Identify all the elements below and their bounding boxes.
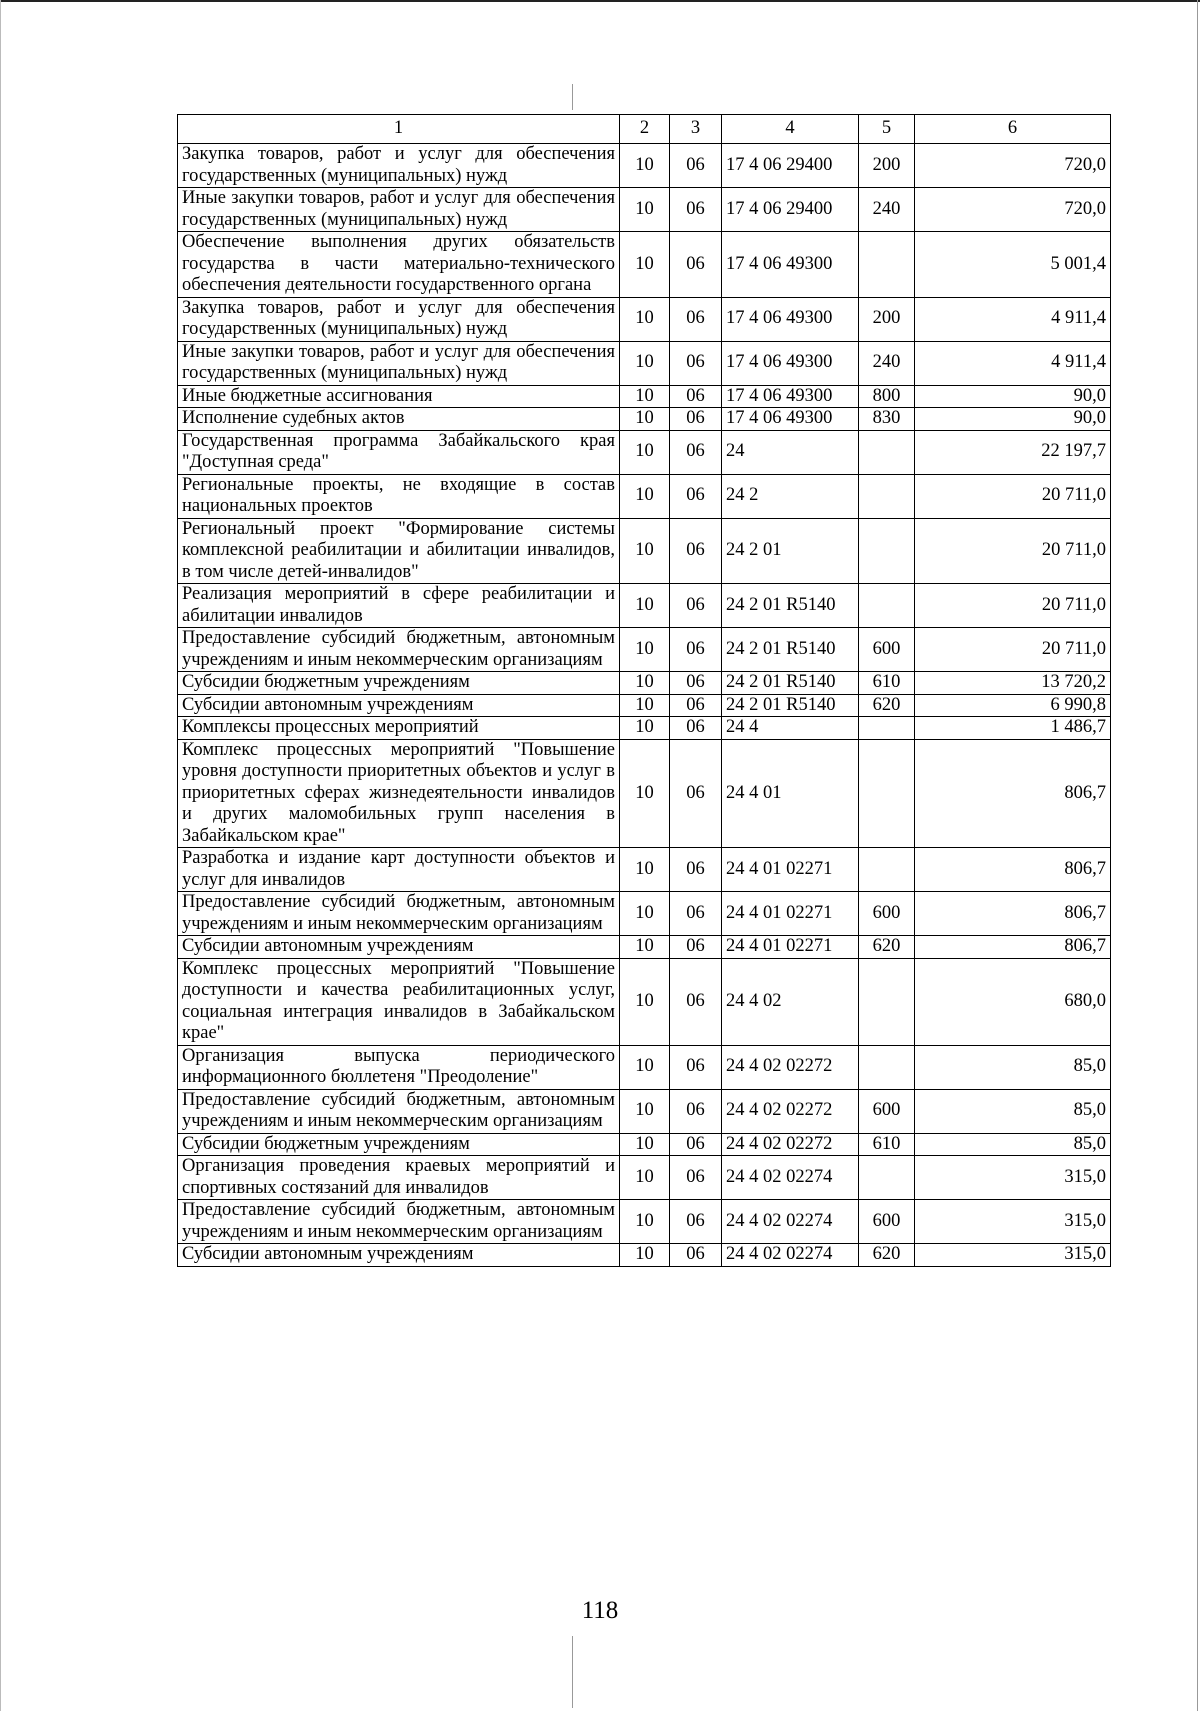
row-name-cell: Субсидии автономным учреждениям bbox=[178, 694, 620, 717]
row-subsection-cell: 06 bbox=[670, 1200, 722, 1244]
page-top-border bbox=[0, 0, 1200, 2]
row-subsection-cell: 06 bbox=[670, 232, 722, 298]
row-expense-type-cell: 610 bbox=[859, 672, 915, 695]
table-header-row bbox=[178, 115, 1111, 144]
row-name-cell: Разработка и издание карт доступности объектов и услуг для инвалидов bbox=[178, 848, 620, 892]
row-amount-cell: 13 720,2 bbox=[915, 672, 1111, 695]
row-section-cell: 10 bbox=[620, 408, 670, 431]
budget-table-container bbox=[177, 114, 1110, 1267]
row-section-cell: 10 bbox=[620, 1156, 670, 1200]
header-col-6: 6 bbox=[915, 115, 1111, 144]
row-target-article-cell: 24 2 01 R5140 bbox=[722, 584, 859, 628]
row-section-cell: 10 bbox=[620, 717, 670, 740]
row-amount-cell: 806,7 bbox=[915, 892, 1111, 936]
row-expense-type-cell: 830 bbox=[859, 408, 915, 431]
row-section-cell: 10 bbox=[620, 1089, 670, 1133]
row-expense-type-cell: 240 bbox=[859, 188, 915, 232]
row-amount-cell: 20 711,0 bbox=[915, 628, 1111, 672]
header-col-1: 1 bbox=[178, 115, 620, 144]
row-expense-type-cell: 200 bbox=[859, 144, 915, 188]
header-col-3: 3 bbox=[670, 115, 722, 144]
row-section-cell: 10 bbox=[620, 1133, 670, 1156]
table-body bbox=[178, 144, 1111, 1267]
row-amount-cell: 85,0 bbox=[915, 1089, 1111, 1133]
table-row bbox=[178, 739, 1111, 848]
row-subsection-cell: 06 bbox=[670, 297, 722, 341]
row-expense-type-cell: 200 bbox=[859, 297, 915, 341]
row-expense-type-cell bbox=[859, 232, 915, 298]
row-subsection-cell: 06 bbox=[670, 1045, 722, 1089]
row-expense-type-cell bbox=[859, 474, 915, 518]
row-subsection-cell: 06 bbox=[670, 739, 722, 848]
row-name-cell: Организация выпуска периодического информационного бюллетеня "Преодоление" bbox=[178, 1045, 620, 1089]
row-section-cell: 10 bbox=[620, 1200, 670, 1244]
row-target-article-cell: 24 bbox=[722, 430, 859, 474]
row-name-cell: Предоставление субсидий бюджетным, автономным учреждениям и иным некоммерческим организациям bbox=[178, 892, 620, 936]
row-target-article-cell: 17 4 06 49300 bbox=[722, 232, 859, 298]
row-name-cell: Обеспечение выполнения других обязательств государства в части материально-технического обеспечения деятельности государственного органа bbox=[178, 232, 620, 298]
row-subsection-cell: 06 bbox=[670, 144, 722, 188]
table-row bbox=[178, 385, 1111, 408]
table-row bbox=[178, 1133, 1111, 1156]
row-expense-type-cell: 620 bbox=[859, 694, 915, 717]
row-expense-type-cell: 600 bbox=[859, 1200, 915, 1244]
row-subsection-cell: 06 bbox=[670, 1156, 722, 1200]
row-name-cell: Иные закупки товаров, работ и услуг для обеспечения государственных (муниципальных) нужд bbox=[178, 188, 620, 232]
row-section-cell: 10 bbox=[620, 188, 670, 232]
row-name-cell: Закупка товаров, работ и услуг для обеспечения государственных (муниципальных) нужд bbox=[178, 297, 620, 341]
table-row bbox=[178, 232, 1111, 298]
row-subsection-cell: 06 bbox=[670, 694, 722, 717]
row-amount-cell: 90,0 bbox=[915, 408, 1111, 431]
table-row bbox=[178, 188, 1111, 232]
header-col-4: 4 bbox=[722, 115, 859, 144]
table-row bbox=[178, 341, 1111, 385]
row-target-article-cell: 24 2 bbox=[722, 474, 859, 518]
row-amount-cell: 85,0 bbox=[915, 1133, 1111, 1156]
row-target-article-cell: 24 2 01 R5140 bbox=[722, 628, 859, 672]
row-section-cell: 10 bbox=[620, 628, 670, 672]
row-name-cell: Предоставление субсидий бюджетным, автономным учреждениям и иным некоммерческим организациям bbox=[178, 1200, 620, 1244]
binding-mark-top bbox=[572, 84, 573, 110]
row-expense-type-cell: 600 bbox=[859, 892, 915, 936]
row-target-article-cell: 17 4 06 49300 bbox=[722, 297, 859, 341]
page-left-edge bbox=[0, 0, 1, 1711]
row-subsection-cell: 06 bbox=[670, 717, 722, 740]
table-row bbox=[178, 694, 1111, 717]
row-subsection-cell: 06 bbox=[670, 628, 722, 672]
table-row bbox=[178, 628, 1111, 672]
page-right-edge bbox=[1197, 0, 1198, 1711]
row-amount-cell: 806,7 bbox=[915, 739, 1111, 848]
row-section-cell: 10 bbox=[620, 1244, 670, 1267]
row-expense-type-cell: 620 bbox=[859, 936, 915, 959]
row-amount-cell: 4 911,4 bbox=[915, 297, 1111, 341]
row-amount-cell: 6 990,8 bbox=[915, 694, 1111, 717]
row-amount-cell: 806,7 bbox=[915, 848, 1111, 892]
row-name-cell: Реализация мероприятий в сфере реабилитации и абилитации инвалидов bbox=[178, 584, 620, 628]
row-subsection-cell: 06 bbox=[670, 1089, 722, 1133]
row-target-article-cell: 17 4 06 49300 bbox=[722, 341, 859, 385]
row-section-cell: 10 bbox=[620, 694, 670, 717]
row-name-cell: Субсидии бюджетным учреждениям bbox=[178, 672, 620, 695]
row-section-cell: 10 bbox=[620, 430, 670, 474]
row-section-cell: 10 bbox=[620, 385, 670, 408]
row-name-cell: Предоставление субсидий бюджетным, автономным учреждениям и иным некоммерческим организациям bbox=[178, 628, 620, 672]
row-section-cell: 10 bbox=[620, 958, 670, 1045]
row-section-cell: 10 bbox=[620, 892, 670, 936]
row-subsection-cell: 06 bbox=[670, 474, 722, 518]
row-name-cell: Субсидии автономным учреждениям bbox=[178, 936, 620, 959]
row-subsection-cell: 06 bbox=[670, 188, 722, 232]
row-name-cell: Комплексы процессных мероприятий bbox=[178, 717, 620, 740]
row-section-cell: 10 bbox=[620, 739, 670, 848]
row-name-cell: Региональные проекты, не входящие в состав национальных проектов bbox=[178, 474, 620, 518]
row-section-cell: 10 bbox=[620, 672, 670, 695]
table-row bbox=[178, 1156, 1111, 1200]
table-row bbox=[178, 672, 1111, 695]
table-row bbox=[178, 408, 1111, 431]
row-target-article-cell: 24 4 02 02272 bbox=[722, 1133, 859, 1156]
table-row bbox=[178, 1089, 1111, 1133]
header-col-5: 5 bbox=[859, 115, 915, 144]
row-target-article-cell: 17 4 06 49300 bbox=[722, 385, 859, 408]
row-section-cell: 10 bbox=[620, 1045, 670, 1089]
row-target-article-cell: 24 4 02 bbox=[722, 958, 859, 1045]
row-amount-cell: 20 711,0 bbox=[915, 474, 1111, 518]
row-name-cell: Предоставление субсидий бюджетным, автономным учреждениям и иным некоммерческим организациям bbox=[178, 1089, 620, 1133]
budget-table bbox=[177, 114, 1111, 1267]
row-target-article-cell: 17 4 06 29400 bbox=[722, 188, 859, 232]
row-target-article-cell: 24 4 02 02274 bbox=[722, 1200, 859, 1244]
row-expense-type-cell bbox=[859, 1156, 915, 1200]
row-expense-type-cell bbox=[859, 584, 915, 628]
row-section-cell: 10 bbox=[620, 297, 670, 341]
row-expense-type-cell bbox=[859, 958, 915, 1045]
row-subsection-cell: 06 bbox=[670, 958, 722, 1045]
row-expense-type-cell bbox=[859, 739, 915, 848]
table-row bbox=[178, 297, 1111, 341]
row-amount-cell: 806,7 bbox=[915, 936, 1111, 959]
row-subsection-cell: 06 bbox=[670, 936, 722, 959]
table-row bbox=[178, 474, 1111, 518]
row-subsection-cell: 06 bbox=[670, 408, 722, 431]
row-expense-type-cell: 600 bbox=[859, 1089, 915, 1133]
table-row bbox=[178, 518, 1111, 584]
table-row bbox=[178, 584, 1111, 628]
row-name-cell: Иные закупки товаров, работ и услуг для обеспечения государственных (муниципальных) нужд bbox=[178, 341, 620, 385]
row-target-article-cell: 24 4 01 bbox=[722, 739, 859, 848]
table-row bbox=[178, 717, 1111, 740]
row-target-article-cell: 24 2 01 R5140 bbox=[722, 672, 859, 695]
row-name-cell: Комплекс процессных мероприятий "Повышение доступности и качества реабилитационных услуг, социальная интеграция инвалидов в Забайкальском крае" bbox=[178, 958, 620, 1045]
row-amount-cell: 22 197,7 bbox=[915, 430, 1111, 474]
table-row bbox=[178, 1200, 1111, 1244]
row-expense-type-cell: 620 bbox=[859, 1244, 915, 1267]
row-amount-cell: 315,0 bbox=[915, 1156, 1111, 1200]
row-amount-cell: 5 001,4 bbox=[915, 232, 1111, 298]
row-expense-type-cell bbox=[859, 848, 915, 892]
row-expense-type-cell bbox=[859, 518, 915, 584]
row-amount-cell: 85,0 bbox=[915, 1045, 1111, 1089]
row-name-cell: Региональный проект "Формирование системы комплексной реабилитации и абилитации инвалидов, в том числе детей-инвалидов" bbox=[178, 518, 620, 584]
row-subsection-cell: 06 bbox=[670, 1133, 722, 1156]
table-row bbox=[178, 1244, 1111, 1267]
row-amount-cell: 315,0 bbox=[915, 1200, 1111, 1244]
table-row bbox=[178, 958, 1111, 1045]
row-section-cell: 10 bbox=[620, 518, 670, 584]
row-amount-cell: 680,0 bbox=[915, 958, 1111, 1045]
row-amount-cell: 20 711,0 bbox=[915, 518, 1111, 584]
row-expense-type-cell: 610 bbox=[859, 1133, 915, 1156]
table-row bbox=[178, 848, 1111, 892]
row-expense-type-cell bbox=[859, 717, 915, 740]
row-subsection-cell: 06 bbox=[670, 518, 722, 584]
row-subsection-cell: 06 bbox=[670, 584, 722, 628]
row-target-article-cell: 24 2 01 bbox=[722, 518, 859, 584]
row-target-article-cell: 24 4 02 02272 bbox=[722, 1089, 859, 1133]
row-target-article-cell: 17 4 06 49300 bbox=[722, 408, 859, 431]
row-name-cell: Субсидии бюджетным учреждениям bbox=[178, 1133, 620, 1156]
row-section-cell: 10 bbox=[620, 341, 670, 385]
table-row bbox=[178, 430, 1111, 474]
row-name-cell: Субсидии автономным учреждениям bbox=[178, 1244, 620, 1267]
row-subsection-cell: 06 bbox=[670, 672, 722, 695]
row-target-article-cell: 24 4 01 02271 bbox=[722, 848, 859, 892]
row-subsection-cell: 06 bbox=[670, 385, 722, 408]
binding-mark-bottom bbox=[572, 1636, 573, 1708]
header-col-2: 2 bbox=[620, 115, 670, 144]
row-section-cell: 10 bbox=[620, 474, 670, 518]
row-target-article-cell: 24 4 01 02271 bbox=[722, 936, 859, 959]
row-amount-cell: 315,0 bbox=[915, 1244, 1111, 1267]
row-target-article-cell: 24 4 01 02271 bbox=[722, 892, 859, 936]
row-amount-cell: 4 911,4 bbox=[915, 341, 1111, 385]
row-name-cell: Закупка товаров, работ и услуг для обеспечения государственных (муниципальных) нужд bbox=[178, 144, 620, 188]
row-amount-cell: 1 486,7 bbox=[915, 717, 1111, 740]
row-section-cell: 10 bbox=[620, 936, 670, 959]
row-subsection-cell: 06 bbox=[670, 892, 722, 936]
row-section-cell: 10 bbox=[620, 144, 670, 188]
row-name-cell: Комплекс процессных мероприятий "Повышение уровня доступности приоритетных объектов и услуг в приоритетных сферах жизнедеятельности инвалидов и других маломобильных групп населения в Забайкальском крае" bbox=[178, 739, 620, 848]
row-expense-type-cell: 240 bbox=[859, 341, 915, 385]
row-target-article-cell: 24 4 02 02274 bbox=[722, 1244, 859, 1267]
row-amount-cell: 90,0 bbox=[915, 385, 1111, 408]
row-target-article-cell: 24 2 01 R5140 bbox=[722, 694, 859, 717]
row-expense-type-cell: 800 bbox=[859, 385, 915, 408]
table-row bbox=[178, 1045, 1111, 1089]
row-subsection-cell: 06 bbox=[670, 1244, 722, 1267]
row-section-cell: 10 bbox=[620, 848, 670, 892]
row-target-article-cell: 17 4 06 29400 bbox=[722, 144, 859, 188]
table-row bbox=[178, 144, 1111, 188]
row-name-cell: Организация проведения краевых мероприятий и спортивных состязаний для инвалидов bbox=[178, 1156, 620, 1200]
row-subsection-cell: 06 bbox=[670, 341, 722, 385]
page-number: 118 bbox=[581, 1597, 619, 1624]
row-name-cell: Исполнение судебных актов bbox=[178, 408, 620, 431]
table-row bbox=[178, 936, 1111, 959]
row-target-article-cell: 24 4 02 02274 bbox=[722, 1156, 859, 1200]
row-name-cell: Государственная программа Забайкальского края "Доступная среда" bbox=[178, 430, 620, 474]
row-expense-type-cell: 600 bbox=[859, 628, 915, 672]
row-subsection-cell: 06 bbox=[670, 430, 722, 474]
row-subsection-cell: 06 bbox=[670, 848, 722, 892]
row-section-cell: 10 bbox=[620, 232, 670, 298]
row-expense-type-cell bbox=[859, 430, 915, 474]
row-amount-cell: 720,0 bbox=[915, 144, 1111, 188]
row-amount-cell: 20 711,0 bbox=[915, 584, 1111, 628]
row-expense-type-cell bbox=[859, 1045, 915, 1089]
row-section-cell: 10 bbox=[620, 584, 670, 628]
row-amount-cell: 720,0 bbox=[915, 188, 1111, 232]
table-row bbox=[178, 892, 1111, 936]
row-target-article-cell: 24 4 02 02272 bbox=[722, 1045, 859, 1089]
row-name-cell: Иные бюджетные ассигнования bbox=[178, 385, 620, 408]
row-target-article-cell: 24 4 bbox=[722, 717, 859, 740]
